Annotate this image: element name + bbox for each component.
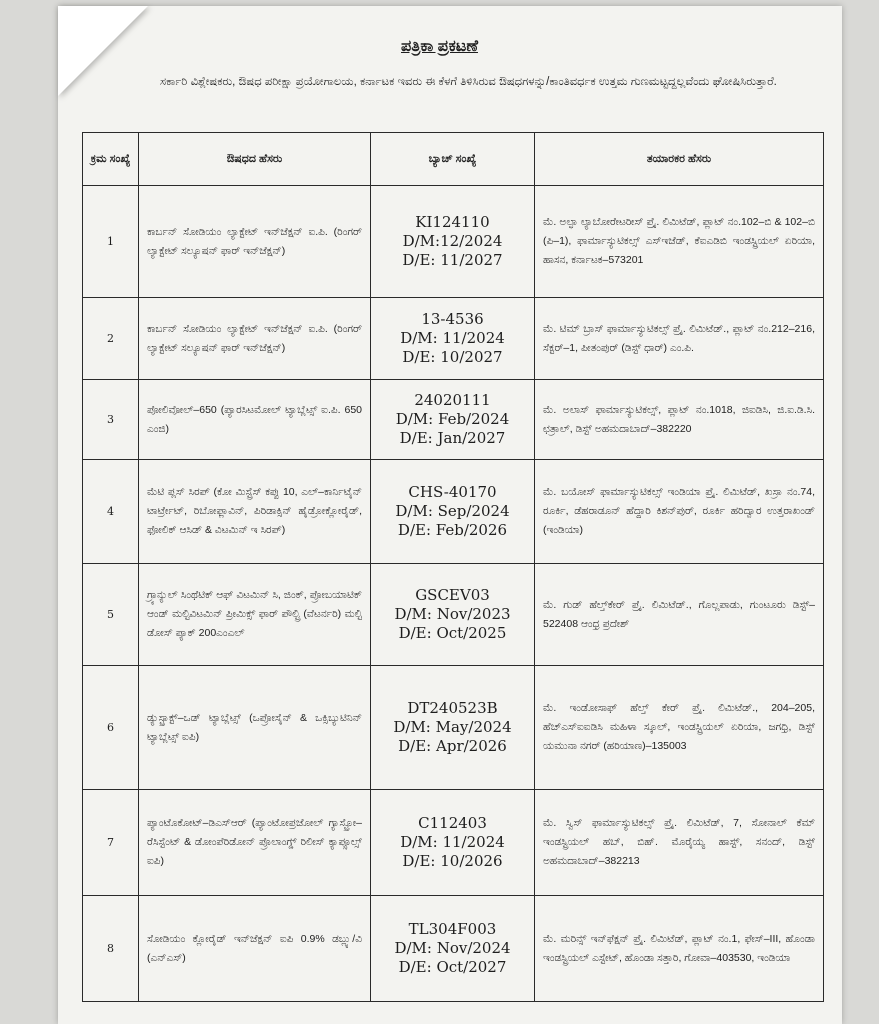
expiry-date: D/E: Oct/2027: [398, 958, 507, 976]
serial-number: 3: [83, 380, 139, 460]
manufacture-date: D/M: Nov/2024: [394, 939, 511, 957]
header-manufacturer: ತಯಾರಕರ ಹೆಸರು: [535, 133, 824, 186]
batch-number: GSCEV03: [415, 586, 490, 604]
batch-cell: [371, 380, 535, 460]
serial-number: 1: [83, 186, 139, 298]
serial-number: 7: [83, 790, 139, 896]
batch-number: CHS-40170: [408, 483, 497, 501]
manufacturer: ಮೆ. ಅಲಾಸ್ ಫಾರ್ಮಾಸ್ಯುಟಿಕಲ್ಸ್, ಪ್ಲಾಟ್ ನಂ.1018, ಜಿಐಡಿಸಿ, ಜಿ.ಐ.ಡಿ.ಸಿ. ಛತ್ರಾಲ್, ಡಿಸ್ಟ್ ಅಹಮದಾಬಾದ್–382220: [535, 380, 824, 460]
page-title: ಪತ್ರಿಕಾ ಪ್ರಕಟಣೆ: [401, 38, 478, 55]
manufacture-date: D/M: 11/2024: [400, 329, 505, 347]
manufacturer: ಮೆ. ಅಲ್ಫಾ ಲ್ಯಾಬೋರೇಟರೀಸ್ ಪ್ರೈ. ಲಿಮಿಟೆಡ್, ಪ್ಲಾಟ್ ನಂ.102–ಬಿ & 102–ಬಿ (ಪಿ–1), ಫಾರ್ಮಾಸ್ಯುಟಿಕಲ್ಸ್ ಎಸ್‌ಇಜೆಡ್, ಕೆಐಎಡಿಬಿ ಇಂಡಸ್ಟ್ರಿಯಲ್ ಏರಿಯಾ, ಹಾಸನ, ಕರ್ನಾಟಕ–573201: [535, 186, 824, 298]
expiry-date: D/E: Jan/2027: [399, 429, 506, 447]
drug-name: ಕಾರ್ಬನ್ ಸೋಡಿಯಂ ಲ್ಯಾಕ್ಟೇಟ್ ಇನ್‌ಜೆಕ್ಷನ್ ಐ.ಪಿ. (ರಿಂಗರ್ ಲ್ಯಾಕ್ಟೇಟ್ ಸಲ್ಯೂಷನ್ ಫಾರ್ ಇನ್‌ಜೆಕ್ಷನ್): [139, 186, 371, 298]
batch-cell: [371, 896, 535, 1002]
expiry-date: D/E: 11/2027: [402, 251, 503, 269]
manufacture-date: D/M: May/2024: [393, 718, 512, 736]
manufacturer: ಮೆ. ಇಂಡೋಸಾಫ್ ಹೆಲ್ತ್ ಕೇರ್ ಪ್ರೈ. ಲಿಮಿಟೆಡ್., 204–205, ಹೆಚ್‌ಎಸ್‌ಐಐಡಿಸಿ ಮಹಿಳಾ ಸ್ಕೂಲ್, ಇಂಡಸ್ಟ್ರಿಯಲ್ ಏರಿಯಾ, ಜಗಧ್ರಿ, ಡಿಸ್ಟ್ ಯಮುನಾ ನಗರ್ (ಹರಿಯಾಣ)–135003: [535, 666, 824, 790]
drug-name: ಪ್ಯಾಂಟೊಕೋಟ್–ಡಿಎಸ್‌ಆರ್ (ಪ್ಯಾಂಟೋಪ್ರಜೋಲ್ ಗ್ಯಾಸ್ಟ್ರೋ–ರೆಸಿಸ್ಟೆಂಟ್ & ಡೋಂಪೆರಿಡೋನ್ ಪ್ರೊಲಾಂಗ್ಡ್ ರಿಲೀಸ್ ಕ್ಯಾಪ್ಸೂಲ್ಸ್ ಐಪಿ): [139, 790, 371, 896]
batch-cell: [371, 666, 535, 790]
expiry-date: D/E: Oct/2025: [398, 624, 507, 642]
expiry-date: D/E: 10/2026: [402, 852, 503, 870]
batch-cell: [371, 790, 535, 896]
expiry-date: D/E: Feb/2026: [397, 521, 508, 539]
substandard-drugs-table: [82, 132, 824, 1002]
drug-name: ಡ್ಯುಸ್ಟ್ರಾಕ್ಟ್–ಒಡ್ ಟ್ಯಾಬ್ಲೆಟ್ಸ್ (ಒಪ್ರೋಸೈನ್ & ಒಕ್ಸಿಬ್ಯುಟಿನಿನ್ ಟ್ಯಾಬ್ಲೆಟ್ಸ್ ಐಪಿ): [139, 666, 371, 790]
table-row: [83, 790, 824, 896]
drug-name: ಕಾರ್ಬನ್ ಸೋಡಿಯಂ ಲ್ಯಾಕ್ಟೇಟ್ ಇನ್‌ಜೆಕ್ಷನ್ ಐ.ಪಿ. (ರಿಂಗರ್ ಲ್ಯಾಕ್ಟೇಟ್ ಸಲ್ಯೂಷನ್ ಫಾರ್ ಇನ್‌ಜೆಕ್ಷನ್): [139, 298, 371, 380]
table-header-row: [83, 133, 824, 186]
drug-name: ಪೋಲಿವೋಲ್–650 (ಪ್ಯಾರಸಿಟಮೋಲ್ ಟ್ಯಾಬ್ಲೆಟ್ಸ್ ಐ.ಪಿ. 650 ಎಂಜಿ): [139, 380, 371, 460]
manufacturer: ಮೆ. ಗುಡ್ ಹೆಲ್ತ್‌ಕೇರ್ ಪ್ರೈ. ಲಿಮಿಟೆಡ್., ಗೊಲ್ಲಪಾಡು, ಗುಂಟೂರು ಡಿಸ್ಟ್–522408 ಆಂಧ್ರ ಪ್ರದೇಶ್: [535, 564, 824, 666]
drug-name: ಸೋಡಿಯಂ ಕ್ಲೋರೈಡ್ ಇನ್‌ಜೆಕ್ಷನ್ ಐಪಿ 0.9% ಡಬ್ಲ್ಯು/ವಿ (ಎನ್‌ಎಸ್): [139, 896, 371, 1002]
serial-number: 4: [83, 460, 139, 564]
table-row: [83, 460, 824, 564]
serial-number: 2: [83, 298, 139, 380]
manufacturer: ಮೆ. ಟಿಮ್ ಬ್ರಾಸ್ ಫಾರ್ಮಾಸ್ಯುಟಿಕಲ್ಸ್ ಪ್ರೈ. ಲಿಮಿಟೆಡ್., ಪ್ಲಾಟ್ ನಂ.212–216, ಸೆಕ್ಟರ್–1, ಪೀತಂಪುರ್ (ಡಿಸ್ಟ್ ಧಾರ್) ಎಂ.ಪಿ.: [535, 298, 824, 380]
manufacturer: ಮೆ. ಬಯೋಸ್ ಫಾರ್ಮಾಸ್ಯುಟಿಕಲ್ಸ್ ಇಂಡಿಯಾ ಪ್ರೈ. ಲಿಮಿಟೆಡ್, ಖಸ್ರಾ ನಂ.74, ರೂರ್ಕಿ, ಡೆಹರಾಡೂನ್ ಹೆದ್ದಾರಿ ಕಿಶನ್‌ಪುರ್, ರೂರ್ಕಿ ಹರಿದ್ವಾರ ಉತ್ತರಾಖಂಡ್ (ಇಂಡಿಯಾ): [535, 460, 824, 564]
batch-number: 13-4536: [421, 310, 484, 328]
manufacture-date: D/M: Feb/2024: [395, 410, 510, 428]
batch-cell: [371, 298, 535, 380]
table-row: [83, 380, 824, 460]
manufacturer: ಮೆ. ಸ್ವಿಸ್ ಫಾರ್ಮಾಸ್ಯುಟಿಕಲ್ಸ್ ಪ್ರೈ. ಲಿಮಿಟೆಡ್, 7, ಸೋನಾಲ್ ಕೆಮ್ ಇಂಡಸ್ಟ್ರಿಯಲ್ ಹಬ್, ಬಿಹ್. ಮೊರೈಯ್ಯ ಹಾಸ್ಟ್, ಸನಂದ್, ಡಿಸ್ಟ್ ಅಹಮದಾಬಾದ್–382213: [535, 790, 824, 896]
batch-cell: [371, 186, 535, 298]
manufacturer: ಮೆ. ಮರಿನ್ಸ್ ಇನ್‌ಫೆಕ್ಷನ್ ಪ್ರೈ. ಲಿಮಿಟೆಡ್, ಪ್ಲಾಟ್ ನಂ.1, ಫೇಸ್–III, ಹೊಂಡಾ ಇಂಡಸ್ಟ್ರಿಯಲ್ ಎಸ್ಟೇಟ್, ಹೊಂಡಾ ಸತ್ತಾರಿ, ಗೋವಾ–403530, ಇಂಡಿಯಾ: [535, 896, 824, 1002]
table-row: [83, 298, 824, 380]
header-drug-name: ಔಷಧದ ಹೆಸರು: [139, 133, 371, 186]
drug-name: ಮೆಟಿ ಪ್ಲಸ್ ಸಿರಪ್ (ಕೋ ಮಿಸ್ಟ್ರೆಸ್ ಕಪ್ಪು 10, ಎಲ್–ಕಾರ್ನಿಟೈನ್ ಟಾರ್ಟ್ರೇಟ್, ರಿಬೋಫ್ಲಾವಿನ್, ಪಿರಿಡಾಕ್ಸಿನ್ ಹೈಡ್ರೋಕ್ಲೋರೈಡ್, ಫೋಲಿಕ್ ಆಸಿಡ್ & ವಿಟಮಿನ್ ಇ ಸಿರಪ್): [139, 460, 371, 564]
batch-cell: [371, 460, 535, 564]
batch-cell: [371, 564, 535, 666]
batch-number: C112403: [418, 814, 487, 832]
manufacture-date: D/M: Nov/2023: [394, 605, 511, 623]
header-batch-number: ಬ್ಯಾಚ್ ಸಂಖ್ಯೆ: [371, 133, 535, 186]
batch-number: KI124110: [415, 213, 490, 231]
serial-number: 5: [83, 564, 139, 666]
table-row: [83, 186, 824, 298]
serial-number: 6: [83, 666, 139, 790]
intro-paragraph: ಸರ್ಕಾರಿ ವಿಶ್ಲೇಷಕರು, ಔಷಧ ಪರೀಕ್ಷಾ ಪ್ರಯೋಗಾಲಯ, ಕರ್ನಾಟಕ ಇವರು ಈ ಕೆಳಗೆ ತಿಳಿಸಿರುವ ಔಷಧಗಳನ್ನು/ಕಾಂತಿವರ್ಧಕ ಉತ್ತಮ ಗುಣಮಟ್ಟದ್ದಲ್ಲವೆಂದು ಘೋಷಿಸಿರುತ್ತಾರೆ.: [160, 76, 777, 88]
batch-number: TL304F003: [408, 920, 497, 938]
table-row: [83, 666, 824, 790]
batch-number: DT240523B: [407, 699, 498, 717]
manufacture-date: D/M: 11/2024: [400, 833, 505, 851]
expiry-date: D/E: Apr/2026: [398, 737, 507, 755]
table-row: [83, 564, 824, 666]
serial-number: 8: [83, 896, 139, 1002]
expiry-date: D/E: 10/2027: [402, 348, 503, 366]
drug-name: ಗ್ರ್ಯಾನ್ಯುಲ್ ಸಿಂಥೆಟಿಕ್ ಆಫ್ ವಿಟಮಿನ್ ಸಿ, ಜಿಂಕ್, ಪ್ರೋಬಯಾಟಿಕ್ ಆಂಡ್ ಮಲ್ಟಿವಿಟಮಿನ್ ಪ್ರೀಮಿಕ್ಸ್ ಫಾರ್ ಪೌಲ್ಟ್ರಿ (ವೆಟರ್ನರಿ) ಮಲ್ಟಿ ಡೋಸ್ ಪ್ಯಾಕ್ 200ಎಂಎಲ್: [139, 564, 371, 666]
table-row: [83, 896, 824, 1002]
batch-number: 24020111: [414, 391, 491, 409]
header-serial-number: ಕ್ರಮ ಸಂಖ್ಯೆ: [83, 133, 139, 186]
manufacture-date: D/M: Sep/2024: [395, 502, 510, 520]
manufacture-date: D/M:12/2024: [402, 232, 503, 250]
